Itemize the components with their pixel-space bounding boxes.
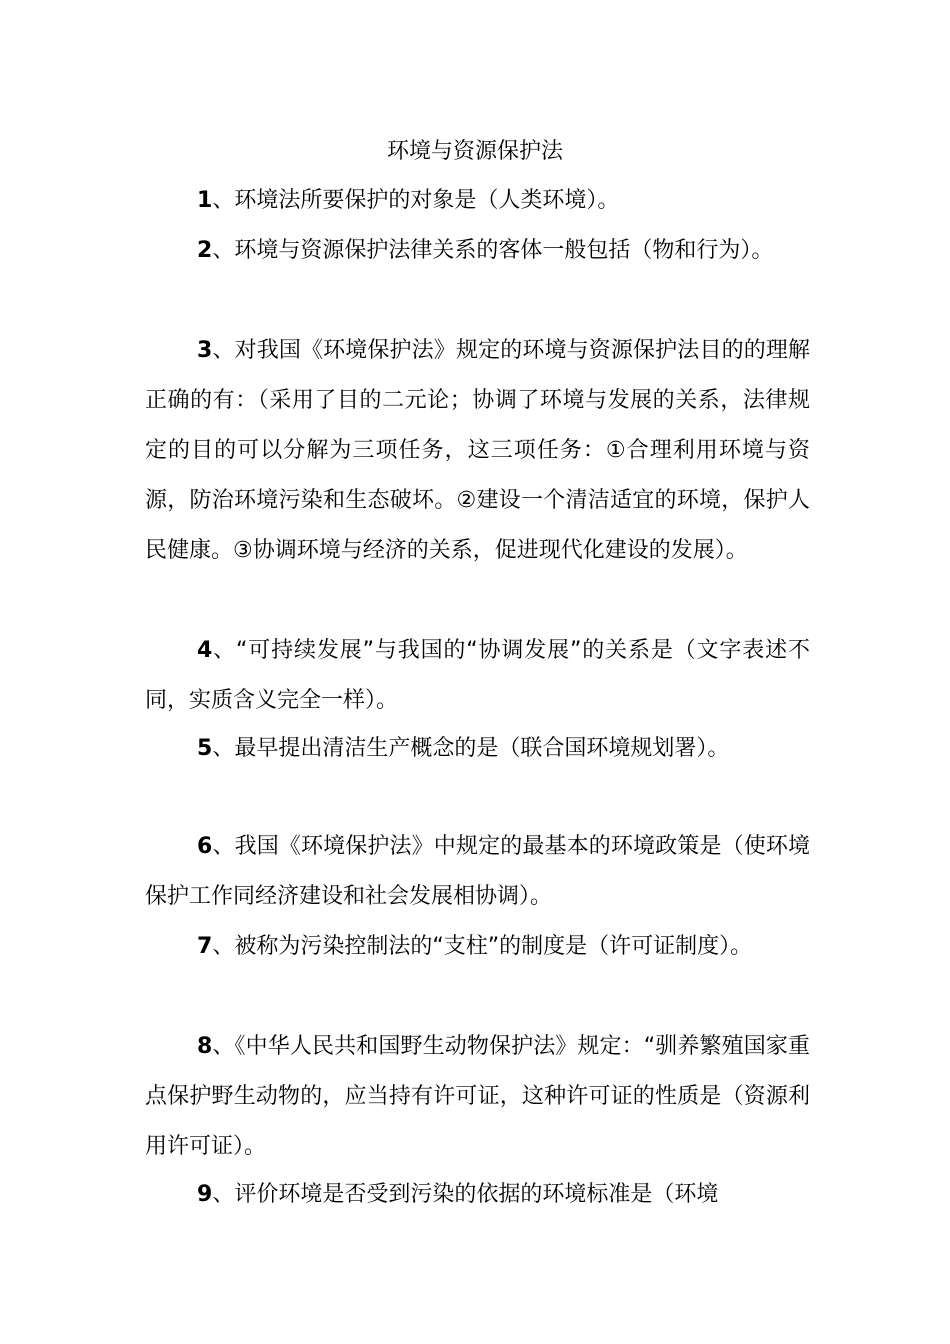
question-number: 2 [197, 238, 213, 263]
question-3 [145, 326, 810, 576]
question-9 [145, 1170, 810, 1220]
question-number: 9 [197, 1182, 213, 1207]
question-text: 、对我国《环境保护法》规定的环境与资源保护法目的的理解正确的有：（采用了目的二元论；协调了环境与发展的关系，法律规定的目的可以分解为三项任务，这三项任务：①合理利用环境与资源，防治环境污染和生态破坏。②建设一个清洁适宜的环境，保护人民健康。③协调环境与经济的关系，促进现代化建设的发展）。 [145, 338, 810, 563]
question-text: 、被称为污染控制法的“支柱”的制度是（许可证制度）。 [212, 934, 753, 959]
question-number: 6 [197, 834, 213, 859]
question-2 [145, 226, 810, 276]
question-5 [145, 724, 810, 774]
document-title: 环境与资源保护法 [386, 139, 563, 164]
question-8 [145, 1022, 810, 1172]
question-number: 7 [197, 934, 213, 959]
question-number: 3 [197, 338, 213, 363]
question-text: 、环境法所要保护的对象是（人类环境）。 [212, 188, 620, 213]
question-6 [145, 822, 810, 922]
question-number: 5 [197, 736, 213, 761]
question-1 [145, 176, 810, 226]
question-number: 8 [197, 1034, 213, 1059]
question-text: 、环境与资源保护法律关系的客体一般包括（物和行为）。 [212, 238, 774, 263]
question-text: 、评价环境是否受到污染的依据的环境标准是（环境 [212, 1182, 719, 1207]
question-text: 、“可持续发展”与我国的“协调发展”的关系是（文字表述不同，实质含义完全一样）。 [145, 638, 810, 713]
question-7 [145, 922, 810, 972]
question-text: 、最早提出清洁生产概念的是（联合国环境规划署）。 [212, 736, 730, 761]
question-4 [145, 626, 810, 726]
question-number: 1 [197, 188, 213, 213]
question-number: 4 [197, 638, 213, 663]
question-text: 、我国《环境保护法》中规定的最基本的环境政策是（使环境保护工作同经济建设和社会发展相协调）。 [145, 834, 810, 909]
question-text: 、《中华人民共和国野生动物保护法》规定：“驯养繁殖国家重点保护野生动物的，应当持有许可证，这种许可证的性质是（资源利用许可证）。 [145, 1034, 810, 1159]
